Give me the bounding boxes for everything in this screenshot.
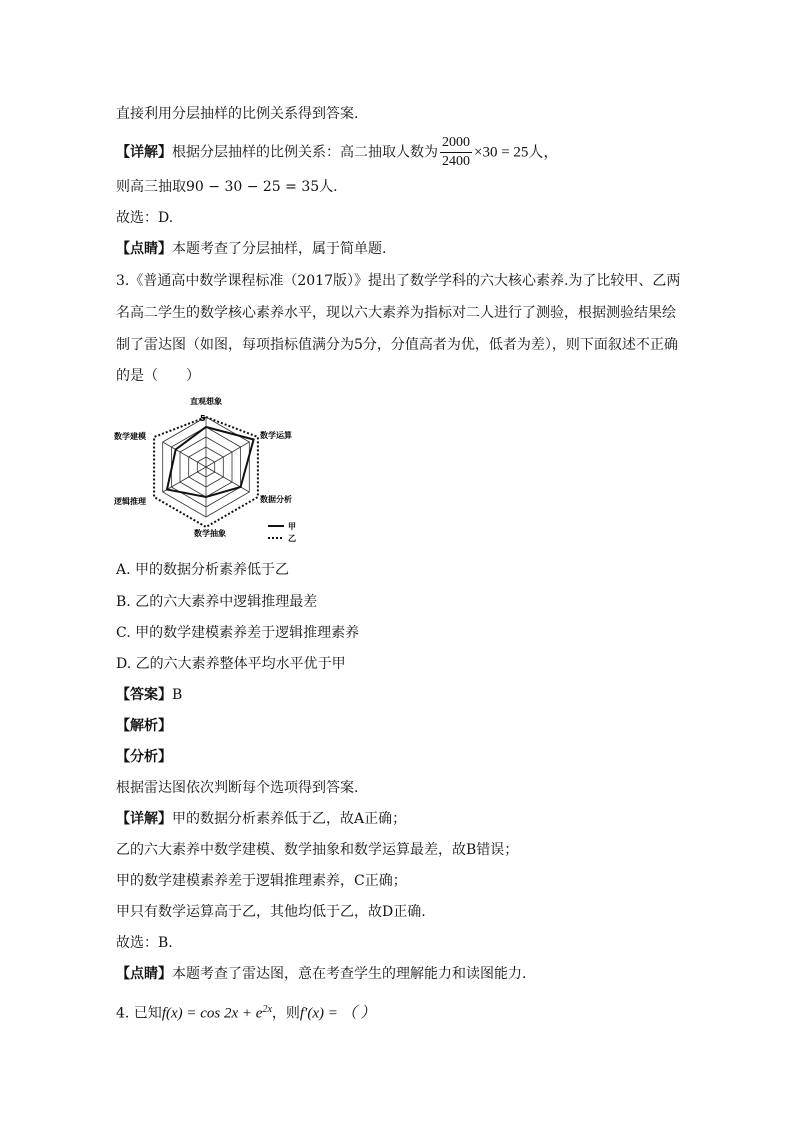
radar-max-label: 5 [200, 414, 206, 423]
answer-value: B [172, 687, 183, 703]
fraction-denominator: 2400 [442, 154, 470, 169]
q4-prefix: 4. 已知 [116, 1005, 162, 1022]
analysis-tag: 【解析】 [116, 718, 172, 734]
detail-line [116, 809, 406, 829]
radar-axis-label-3: 数学抽象 [194, 529, 226, 538]
detail-tag: 【详解】 [116, 811, 172, 827]
note-tag: 【点睛】 [116, 966, 172, 982]
axis-line [206, 442, 249, 467]
question-4-line [116, 1000, 375, 1024]
q4-mid: ，则 [271, 1005, 300, 1022]
radar-axis-label-4: 逻辑推理 [114, 497, 146, 506]
text-line: 直接利用分层抽样的比例关系得到答案. [116, 106, 359, 122]
q4-exponent: 2x [262, 1004, 272, 1015]
detail-tail: ×30 = 25人， [474, 144, 559, 161]
option-d: D. 乙的六大素养整体平均水平优于甲 [116, 656, 346, 672]
question-3-line: 名高二学生的数学核心素养水平，现以六大素养为指标对二人进行了测验，根据测验结果绘 [116, 305, 676, 321]
fenxi-tag: 【分析】 [116, 749, 172, 765]
answer-line [116, 685, 182, 705]
question-3-line: 的是（ ） [116, 368, 200, 384]
option-a: A. 甲的数据分析素养低于乙 [116, 562, 290, 578]
note-line [116, 239, 386, 259]
question-3-line: 制了雷达图（如图，每项指标值满分为5分，分值高者为优，低者为差），则下面叙述不正确 [116, 337, 678, 353]
detail-tag: 【详解】 [116, 144, 172, 161]
note-text: 本题考查了分层抽样，属于简单题. [172, 241, 387, 257]
detail-text: 甲的数据分析素养低于乙，故A正确； [172, 811, 407, 827]
text-line: 则高三抽取90 − 30 − 25 = 35人. [116, 179, 338, 195]
answer-tag: 【答案】 [116, 687, 172, 703]
fraction-numerator: 2000 [440, 134, 472, 153]
radar-axis-label-1: 数学运算 [260, 431, 292, 440]
note-text: 本题考查了雷达图，意在考查学生的理解能力和读图能力. [172, 966, 527, 982]
legend-yi-label: 乙 [288, 534, 296, 543]
radar-svg [110, 392, 310, 547]
note-tag: 【点睛】 [116, 241, 172, 257]
detail-line [116, 134, 558, 171]
detail-line: 甲的数学建模素养差于逻辑推理素养，C正确； [116, 873, 407, 889]
radar-axis-label-2: 数据分析 [260, 495, 292, 504]
text-line: 故选：D. [116, 210, 174, 226]
note-line [116, 964, 526, 984]
detail-line: 乙的六大素养中数学建模、数学抽象和数学运算最差，故B错误； [116, 842, 519, 858]
radar-grid [163, 417, 250, 517]
radar-axis-label-5: 数学建模 [114, 432, 146, 441]
choose-line: 故选：B. [116, 935, 173, 951]
detail-text: 根据分层抽样的比例关系：高二抽取人数为 [172, 144, 438, 161]
option-c: C. 甲的数学建模素养差于逻辑推理素养 [116, 625, 360, 641]
axis-line [163, 442, 206, 467]
option-b: B. 乙的六大素养中逻辑推理最差 [116, 594, 318, 610]
radar-axis-label-0: 直观想象 [190, 397, 222, 406]
q4-derivative: f′(x) = （ ） [299, 1005, 376, 1022]
fenxi-text: 根据雷达图依次判断每个选项得到答案. [116, 780, 359, 796]
q4-function: f(x) = cos 2x + e [161, 1005, 263, 1022]
question-3-line: 3.《普通高中数学课程标准（2017版）》提出了数学学科的六大核心素养.为了比较甲、乙两 [116, 273, 681, 289]
legend-jia-label: 甲 [288, 522, 296, 531]
radar-chart [110, 392, 310, 547]
detail-line: 甲只有数学运算高于乙，其他均低于乙，故D正确. [116, 904, 426, 920]
fraction [440, 134, 472, 171]
